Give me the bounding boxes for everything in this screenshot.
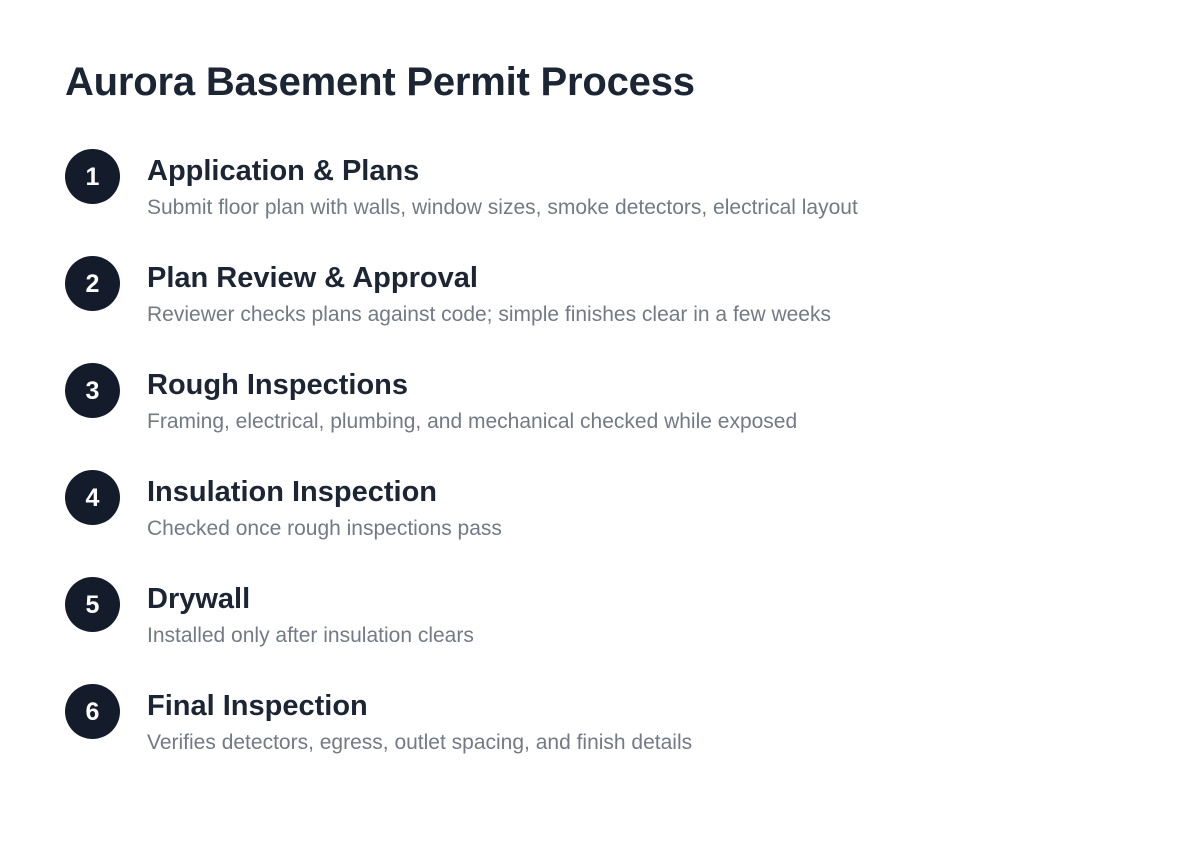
step-title: Final Inspection bbox=[147, 690, 368, 722]
step-number-badge: 4 bbox=[65, 470, 120, 525]
step-number-badge: 1 bbox=[65, 149, 120, 204]
step-description: Framing, electrical, plumbing, and mechanical checked while exposed bbox=[147, 410, 798, 433]
step-content bbox=[147, 475, 502, 542]
step-content bbox=[147, 154, 858, 221]
process-step-1 bbox=[65, 149, 1200, 256]
step-title: Application & Plans bbox=[147, 155, 420, 187]
step-number-badge: 5 bbox=[65, 577, 120, 632]
step-content bbox=[147, 582, 474, 649]
step-content bbox=[147, 368, 797, 435]
step-title: Drywall bbox=[147, 583, 251, 615]
step-number-badge: 3 bbox=[65, 363, 120, 418]
step-description: Installed only after insulation clears bbox=[147, 624, 474, 647]
process-step-3 bbox=[65, 363, 1200, 470]
step-description: Reviewer checks plans against code; simple finishes clear in a few weeks bbox=[147, 303, 831, 326]
page-title: Aurora Basement Permit Process bbox=[65, 60, 695, 104]
step-number-badge: 2 bbox=[65, 256, 120, 311]
step-content bbox=[147, 689, 692, 756]
step-title: Rough Inspections bbox=[147, 369, 408, 401]
step-content bbox=[147, 261, 831, 328]
step-description: Checked once rough inspections pass bbox=[147, 517, 502, 540]
process-step-6 bbox=[65, 684, 1200, 791]
step-title: Insulation Inspection bbox=[147, 476, 438, 508]
process-step-5 bbox=[65, 577, 1200, 684]
process-step-2 bbox=[65, 256, 1200, 363]
step-title: Plan Review & Approval bbox=[147, 262, 478, 294]
process-step-4 bbox=[65, 470, 1200, 577]
step-number-badge: 6 bbox=[65, 684, 120, 739]
step-description: Submit floor plan with walls, window sizes, smoke detectors, electrical layout bbox=[147, 196, 858, 219]
process-step-list bbox=[65, 149, 1200, 791]
step-description: Verifies detectors, egress, outlet spacing, and finish details bbox=[147, 731, 693, 754]
